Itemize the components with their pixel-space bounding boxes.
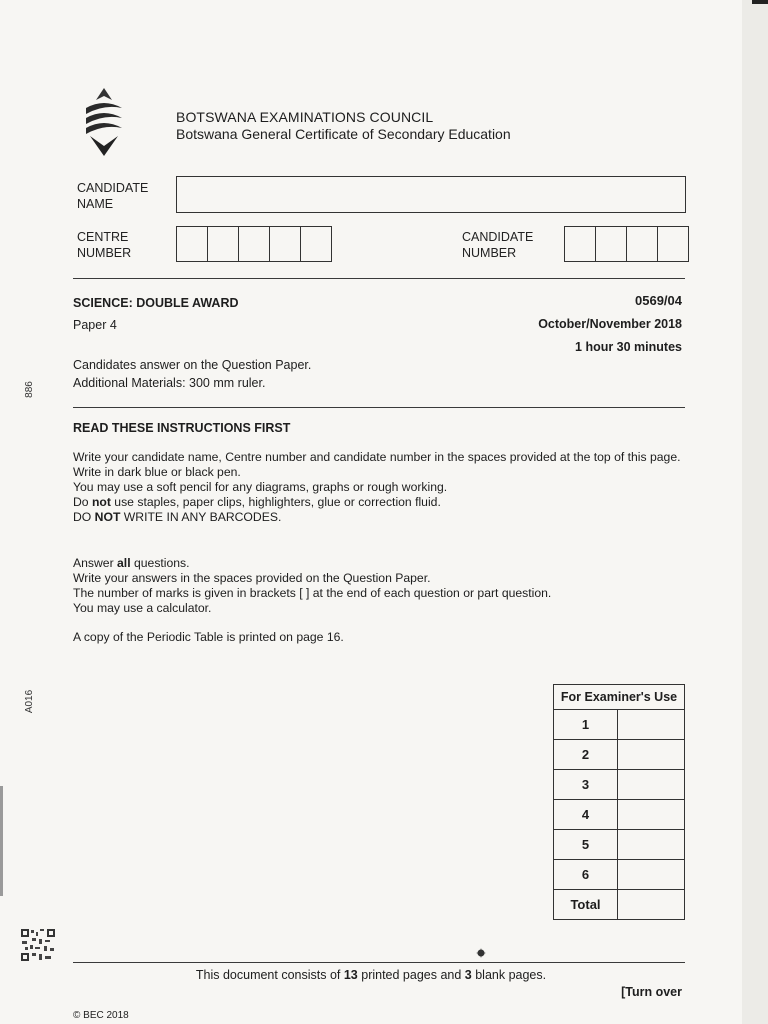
table-row: 3 [554,770,685,800]
candidate-digit-box[interactable] [565,227,596,261]
print-mark-icon [476,948,486,958]
instruction-line: Answer all questions. [73,556,190,570]
page-count-note: This document consists of 13 printed pages and 3 blank pages. [195,968,547,982]
table-row: 1 [554,710,685,740]
side-code: A016 [24,689,36,714]
candidate-digit-box[interactable] [658,227,688,261]
candidate-name-label: CANDIDATE NAME [77,181,149,211]
certificate-title: Botswana General Certificate of Secondary Education [176,126,511,142]
page-edge [742,0,768,1024]
mark-cell[interactable] [618,710,685,740]
centre-number-label: CENTRE NUMBER [77,230,132,260]
centre-digit-box[interactable] [208,227,239,261]
edge-mark [752,0,768,4]
instructions-title: READ THESE INSTRUCTIONS FIRST [73,421,291,435]
paper-number: Paper 4 [73,318,117,332]
instruction-line: Write in dark blue or black pen. [73,465,241,479]
table-row: 6 [554,860,685,890]
exam-session: October/November 2018 [538,317,682,331]
barcode-icon [20,928,56,962]
mark-cell[interactable] [618,860,685,890]
instruction-line: Write your candidate name, Centre number and candidate number in the spaces provided at the top of this page. [73,450,681,464]
bec-logo-icon [82,86,126,158]
centre-digit-box[interactable] [270,227,301,261]
answer-instructions-block [73,556,693,616]
candidate-number-label: CANDIDATE NUMBER [462,230,534,260]
table-row: 2 [554,740,685,770]
subject-title: SCIENCE: DOUBLE AWARD [73,296,239,310]
centre-digit-box[interactable] [239,227,270,261]
exam-duration: 1 hour 30 minutes [575,340,682,354]
paper-code: 0569/04 [635,293,682,308]
mark-cell[interactable] [618,740,685,770]
mark-cell[interactable] [618,800,685,830]
mark-cell[interactable] [618,830,685,860]
examiner-use-table [553,684,685,920]
instructions-block [73,450,693,525]
centre-number-field[interactable] [176,226,332,262]
divider [73,407,685,408]
centre-digit-box[interactable] [177,227,208,261]
instruction-line: The number of marks is given in brackets [ ] at the end of each question or part question. [73,586,552,600]
table-row: 4 [554,800,685,830]
council-name: BOTSWANA EXAMINATIONS COUNCIL [176,109,434,125]
copyright: © BEC 2018 [73,1010,129,1021]
centre-digit-box[interactable] [301,227,331,261]
mark-cell[interactable] [618,890,685,920]
side-code: 886 [23,381,35,398]
instruction-line: You may use a calculator. [73,601,212,615]
table-row: Total [554,890,685,920]
footer-divider [73,962,685,963]
examiner-table-header: For Examiner's Use [554,685,685,710]
instruction-line: DO NOT WRITE IN ANY BARCODES. [73,510,282,524]
periodic-table-note: A copy of the Periodic Table is printed on page 16. [73,630,344,644]
candidate-digit-box[interactable] [596,227,627,261]
instruction-line: Write your answers in the spaces provided on the Question Paper. [73,571,431,585]
mark-cell[interactable] [618,770,685,800]
instruction-line: Do not use staples, paper clips, highlighters, glue or correction fluid. [73,495,441,509]
instruction-line: You may use a soft pencil for any diagrams, graphs or rough working. [73,480,448,494]
binding-strip [0,786,3,896]
additional-materials: Additional Materials: 300 mm ruler. [73,376,266,390]
answer-note: Candidates answer on the Question Paper. [73,358,312,372]
candidate-number-field[interactable] [564,226,689,262]
turn-over-note: [Turn over [621,985,682,999]
candidate-name-field[interactable] [176,176,686,213]
table-row: 5 [554,830,685,860]
candidate-digit-box[interactable] [627,227,658,261]
divider [73,278,685,279]
